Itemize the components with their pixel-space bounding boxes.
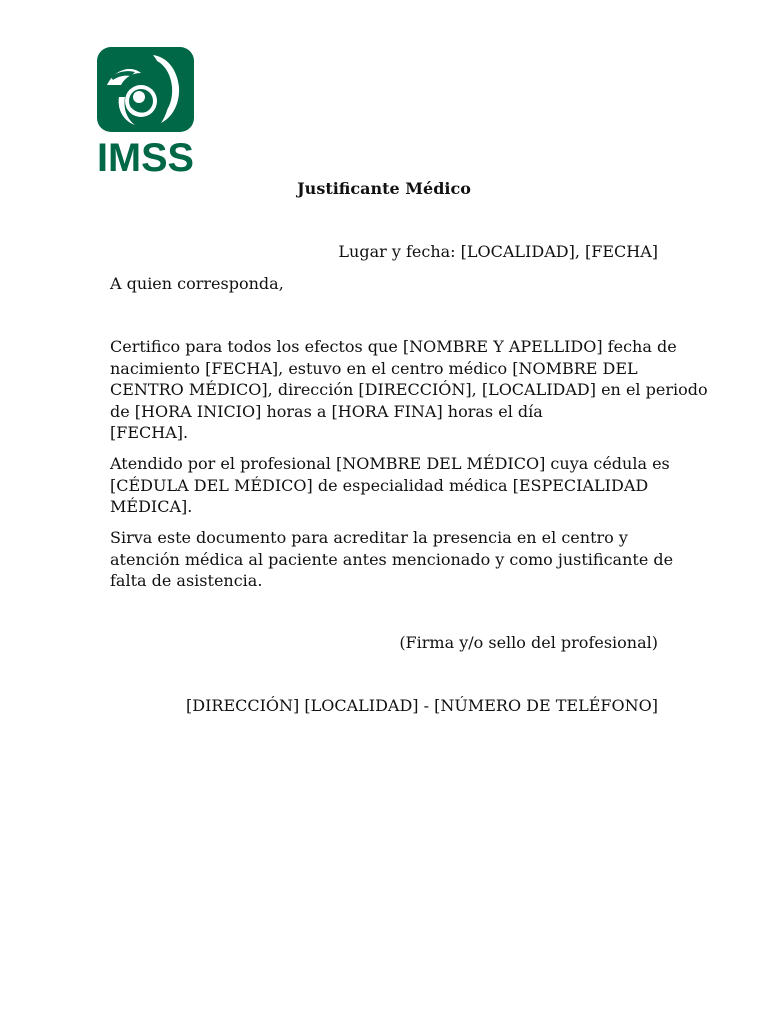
doctor-paragraph xyxy=(110,453,670,518)
paragraph-line: falta de asistencia. xyxy=(110,571,263,590)
imss-emblem-icon xyxy=(97,47,194,175)
imss-logo xyxy=(97,47,194,175)
paragraph-line: MÉDICA]. xyxy=(110,497,193,516)
paragraph-line: CENTRO MÉDICO], dirección [DIRECCIÓN], [LOCALIDAD] en el periodo xyxy=(110,380,708,399)
paragraph-line: Sirva este documento para acreditar la presencia en el centro y xyxy=(110,528,628,547)
document-title: Justificante Médico xyxy=(297,179,471,198)
certification-paragraph xyxy=(110,336,708,444)
paragraph-line: [FECHA]. xyxy=(110,423,189,442)
place-date: Lugar y fecha: [LOCALIDAD], [FECHA] xyxy=(338,242,658,261)
contact-footer: [DIRECCIÓN] [LOCALIDAD] - [NÚMERO DE TELÉFONO] xyxy=(186,696,658,715)
purpose-paragraph xyxy=(110,527,674,592)
paragraph-line: Atendido por el profesional [NOMBRE DEL MÉDICO] cuya cédula es xyxy=(110,454,670,473)
paragraph-line: nacimiento [FECHA], estuvo en el centro médico [NOMBRE DEL xyxy=(110,358,638,378)
signature-line: (Firma y/o sello del profesional) xyxy=(399,633,658,652)
paragraph-line: [CÉDULA DEL MÉDICO] de especialidad médica [ESPECIALIDAD xyxy=(110,475,649,495)
svg-text:IMSS: IMSS xyxy=(97,136,194,175)
paragraph-line: atención médica al paciente antes mencionado y como justificante de xyxy=(110,549,674,569)
paragraph-line: Certifico para todos los efectos que [NOMBRE Y APELLIDO] fecha de xyxy=(110,337,677,356)
greeting: A quien corresponda, xyxy=(110,274,284,293)
paragraph-line: de [HORA INICIO] horas a [HORA FINA] horas el día xyxy=(110,401,543,421)
